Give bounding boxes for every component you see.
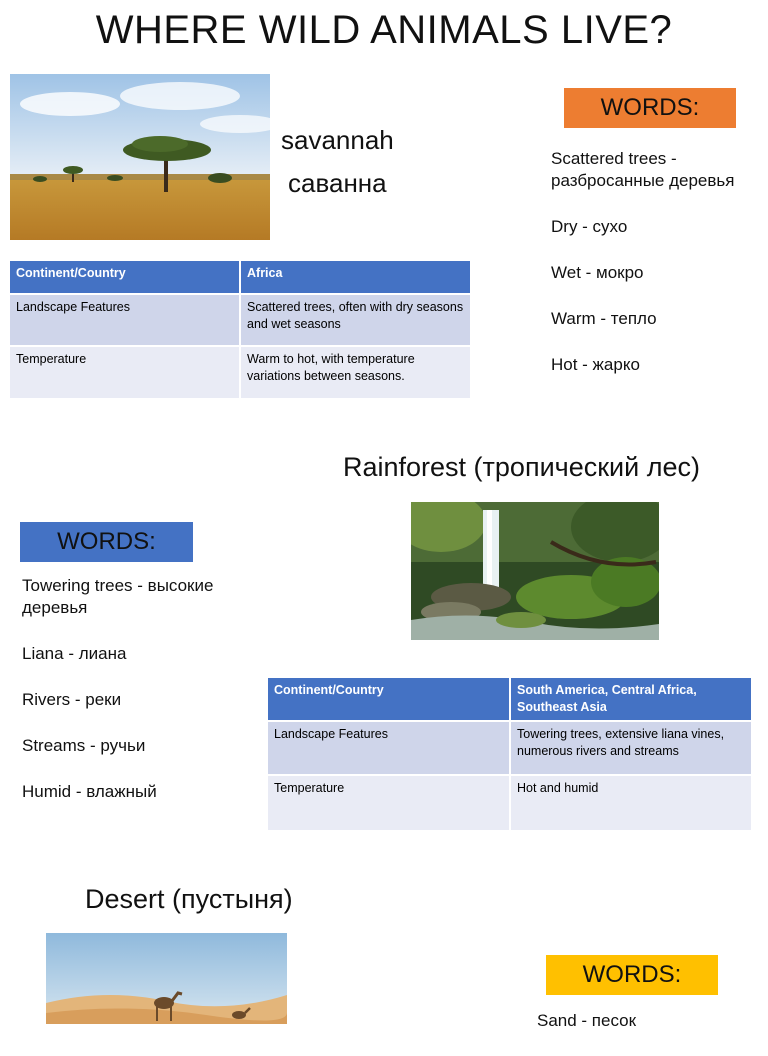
rainforest-title: Rainforest (тропический лес) xyxy=(343,452,700,482)
list-item: Liana - лиана xyxy=(22,644,127,663)
rainforest-photo xyxy=(411,502,659,640)
savannah-label-ru: саванна xyxy=(288,168,387,198)
table-row xyxy=(268,721,752,775)
list-item: Dry - сухо xyxy=(551,217,628,236)
table-row xyxy=(268,775,752,831)
savannah-word-list xyxy=(551,148,761,400)
page-title: WHERE WILD ANIMALS LIVE? xyxy=(95,8,673,52)
table-cell: Continent/Country xyxy=(268,678,510,721)
list-item: Towering trees - высокие деревья xyxy=(22,576,214,617)
list-item: Warm - тепло xyxy=(551,309,657,328)
list-item: Hot - жарко xyxy=(551,355,640,374)
desert-words-heading: WORDS: xyxy=(546,955,718,995)
table-cell: Landscape Features xyxy=(268,721,510,775)
list-item: Wet - мокро xyxy=(551,263,644,282)
desert-photo xyxy=(46,933,287,1024)
list-item: Streams - ручьи xyxy=(22,736,146,755)
table-cell: Warm to hot, with temperature variations between seasons. xyxy=(240,346,471,399)
list-item: Scattered trees - разбросанные деревья xyxy=(551,149,735,190)
list-item: Sand - песок xyxy=(537,1011,637,1030)
savannah-label-en: savannah xyxy=(281,125,394,155)
desert-title: Desert (пустыня) xyxy=(85,884,293,914)
list-item: Humid - влажный xyxy=(22,782,157,801)
table-header-row xyxy=(10,261,471,294)
rainforest-word-list xyxy=(22,575,222,827)
rainforest-words-heading: WORDS: xyxy=(20,522,193,562)
list-item: Rivers - реки xyxy=(22,690,122,709)
table-cell: South America, Central Africa, Southeast Asia xyxy=(510,678,752,721)
savannah-photo xyxy=(10,74,270,240)
desert-word-list xyxy=(537,1010,737,1056)
table-cell: Hot and humid xyxy=(510,775,752,831)
table-cell: Temperature xyxy=(10,346,240,399)
rainforest-info-table xyxy=(268,678,753,832)
table-row xyxy=(10,294,471,346)
table-cell: Towering trees, extensive liana vines, numerous rivers and streams xyxy=(510,721,752,775)
table-cell: Scattered trees, often with dry seasons and wet seasons xyxy=(240,294,471,346)
table-cell: Continent/Country xyxy=(10,261,240,294)
table-row xyxy=(10,346,471,399)
savannah-info-table xyxy=(10,261,472,400)
table-header-row xyxy=(268,678,752,721)
savannah-words-heading: WORDS: xyxy=(564,88,736,128)
table-cell: Africa xyxy=(240,261,471,294)
table-cell: Temperature xyxy=(268,775,510,831)
table-cell: Landscape Features xyxy=(10,294,240,346)
